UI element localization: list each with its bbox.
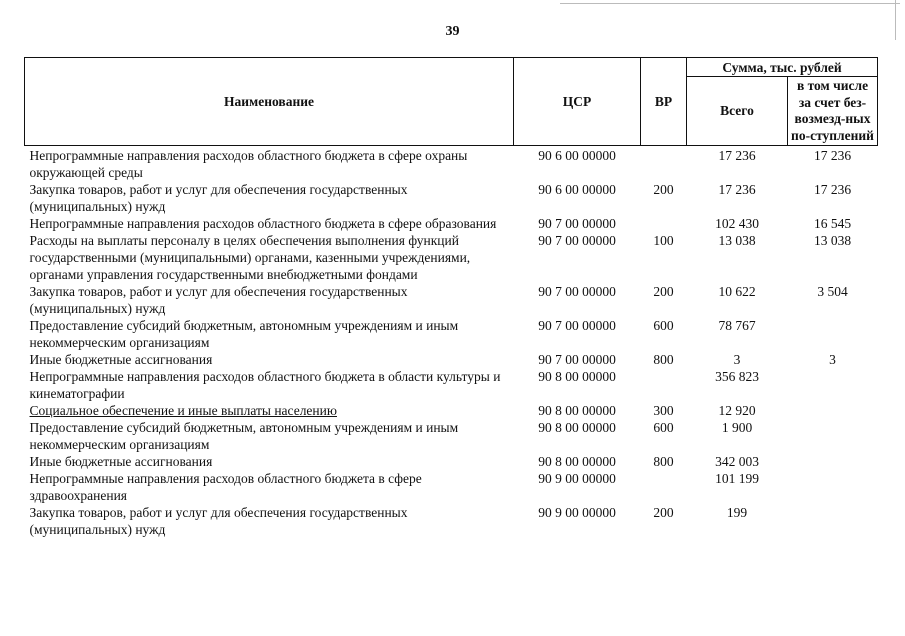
row-name-cell [25, 402, 514, 419]
table-row [25, 181, 878, 215]
table-body [25, 146, 878, 539]
row-total: 17 236 [718, 182, 756, 197]
table-row [25, 215, 878, 232]
table-row [25, 402, 878, 419]
table-row [25, 453, 878, 470]
row-name: Закупка товаров, работ и услуг для обеспечения государственных (муниципальных) нужд [29, 284, 408, 316]
row-name: Предоставление субсидий бюджетным, автономным учреждениям и иным некоммерческим организациям [29, 420, 459, 452]
row-total: 342 003 [715, 454, 759, 469]
table-row [25, 470, 878, 504]
row-total: 1 900 [721, 420, 753, 435]
row-grant [788, 368, 878, 402]
row-name: Предоставление субсидий бюджетным, автономным учреждениям и иным некоммерческим организациям [29, 318, 459, 350]
row-total: 10 622 [718, 284, 756, 299]
header-name: Наименование [25, 58, 514, 146]
table-row [25, 419, 878, 453]
row-total: 101 199 [715, 471, 759, 486]
row-csr: 90 7 00 00000 [538, 233, 616, 248]
table-header [25, 58, 878, 146]
row-csr: 90 7 00 00000 [538, 216, 616, 231]
row-vr: 600 [653, 318, 674, 333]
row-csr: 90 6 00 00000 [538, 148, 616, 163]
table-row [25, 504, 878, 538]
row-grant [788, 504, 878, 538]
table-row [25, 317, 878, 351]
row-total: 13 038 [718, 233, 756, 248]
row-grant: 16 545 [813, 216, 852, 231]
row-grant: 13 038 [813, 233, 852, 248]
row-csr: 90 9 00 00000 [538, 471, 616, 486]
row-total: 17 236 [718, 148, 756, 163]
row-csr: 90 8 00 00000 [538, 369, 616, 384]
row-total: 12 920 [718, 403, 756, 418]
row-vr [641, 470, 687, 504]
table-row [25, 283, 878, 317]
row-vr: 600 [653, 420, 674, 435]
row-name: Иные бюджетные ассигнования [29, 454, 213, 469]
row-vr [641, 146, 687, 182]
row-vr: 100 [653, 233, 674, 248]
row-total: 356 823 [715, 369, 759, 384]
header-vr: ВР [641, 58, 687, 146]
row-grant: 17 236 [813, 148, 852, 163]
row-name: Расходы на выплаты персоналу в целях обеспечения выполнения функций государственными (муниципальными) органами, казенными учреждениями, органами управления государственными внебюджетными фондами [29, 233, 471, 282]
row-grant [788, 317, 878, 351]
row-csr: 90 7 00 00000 [538, 352, 616, 367]
header-sum: Сумма, тыс. рублей [687, 58, 878, 77]
row-grant [788, 470, 878, 504]
row-csr: 90 8 00 00000 [538, 454, 616, 469]
header-grant: в том числе за счет без-возмезд-ных по-ступлений [788, 77, 878, 146]
table-row [25, 146, 878, 182]
row-vr: 200 [653, 182, 674, 197]
table-row [25, 351, 878, 368]
row-name: Закупка товаров, работ и услуг для обеспечения государственных (муниципальных) нужд [29, 505, 408, 537]
row-name: Непрограммные направления расходов областного бюджета в сфере образования [29, 216, 497, 231]
row-csr: 90 7 00 00000 [538, 284, 616, 299]
budget-table [24, 57, 878, 538]
row-name: Непрограммные направления расходов областного бюджета в сфере охраны окружающей среды [29, 148, 468, 180]
row-name: Социальное обеспечение и иные выплаты населению [29, 403, 337, 418]
header-total: Всего [687, 77, 788, 146]
table-row [25, 232, 878, 283]
table-row [25, 368, 878, 402]
row-vr: 300 [653, 403, 674, 418]
row-vr: 200 [653, 505, 674, 520]
scan-edge-line [560, 3, 900, 4]
row-grant [788, 402, 878, 419]
page-number: 39 [445, 24, 460, 39]
row-name: Непрограммные направления расходов областного бюджета в сфере здравоохранения [29, 471, 422, 503]
row-grant: 3 [829, 352, 836, 367]
row-grant: 17 236 [813, 182, 852, 197]
row-total: 3 [733, 352, 741, 367]
row-csr: 90 6 00 00000 [538, 182, 616, 197]
row-csr: 90 8 00 00000 [538, 403, 616, 418]
row-total: 102 430 [715, 216, 759, 231]
row-vr: 800 [653, 454, 674, 469]
row-csr: 90 9 00 00000 [538, 505, 616, 520]
row-vr [641, 368, 687, 402]
header-csr: ЦСР [514, 58, 641, 146]
row-csr: 90 7 00 00000 [538, 318, 616, 333]
row-total: 78 767 [718, 318, 756, 333]
row-vr [641, 215, 687, 232]
row-grant [788, 453, 878, 470]
row-vr: 200 [653, 284, 674, 299]
row-csr: 90 8 00 00000 [538, 420, 616, 435]
row-name: Закупка товаров, работ и услуг для обеспечения государственных (муниципальных) нужд [29, 182, 408, 214]
row-vr: 800 [653, 352, 674, 367]
row-total: 199 [726, 505, 748, 520]
row-grant [788, 419, 878, 453]
row-grant: 3 504 [817, 284, 848, 299]
row-name: Непрограммные направления расходов областного бюджета в области культуры и кинематографии [29, 369, 501, 401]
row-name: Иные бюджетные ассигнования [29, 352, 213, 367]
